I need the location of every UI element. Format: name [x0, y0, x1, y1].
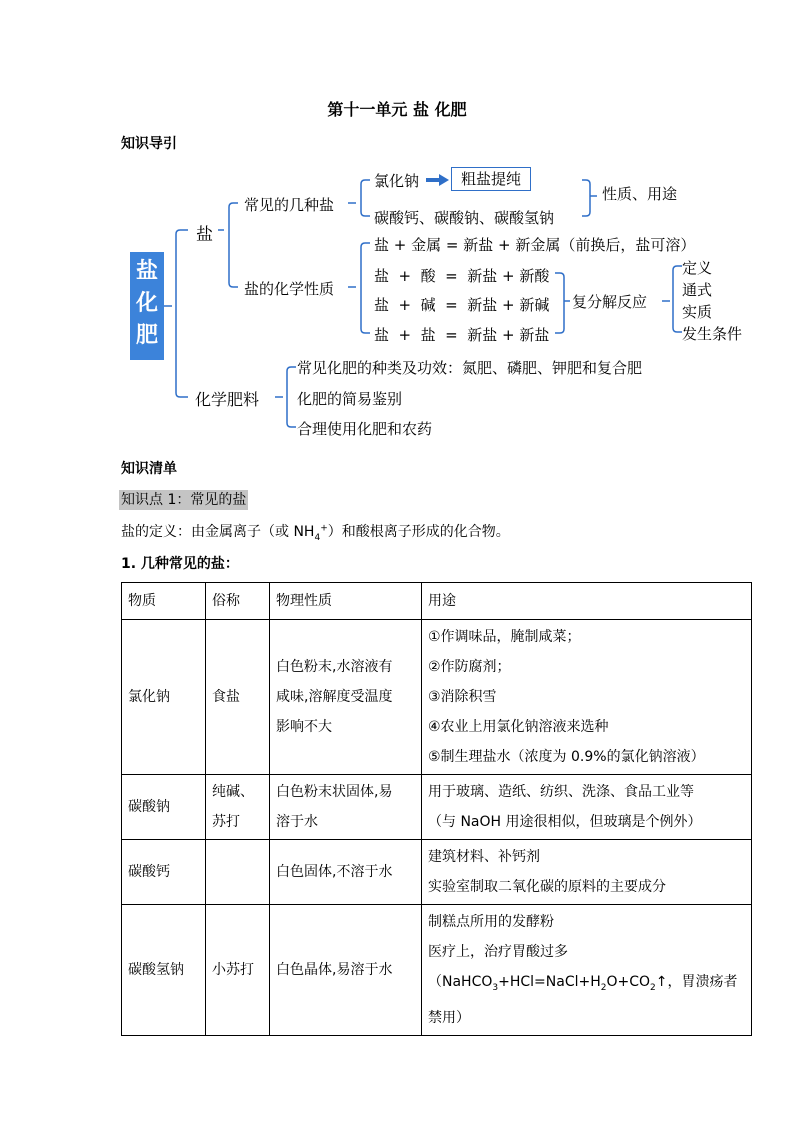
node-properties-uses: 性质、用途: [602, 185, 678, 203]
header-physical-props: 物理性质: [270, 583, 422, 620]
fert-item-identify: 化肥的简易鉴别: [297, 390, 403, 408]
table-row: [122, 840, 752, 905]
common-salts-table: [121, 582, 752, 1036]
node-reaction-salt: 盐 + 盐 = 新盐 + 新盐: [374, 326, 550, 344]
node-reaction-acid: 盐 + 酸 = 新盐 + 新酸: [374, 267, 550, 285]
node-nacl: 氯化钠: [374, 172, 420, 190]
page-title: 第十一单元 盐 化肥: [327, 100, 467, 119]
sub-heading-common-salts: 1. 几种常见的盐：: [121, 556, 239, 572]
cell-uses: 用于玻璃、造纸、纺织、洗涤、食品工业等 （与 NaOH 用途很相似，但玻璃是个例外）: [422, 775, 752, 840]
node-fertilizer: 化学肥料: [195, 390, 260, 409]
cell-uses: ①作调味品，腌制咸菜； ②作防腐剂； ③消除积雪 ④农业上用氯化钠溶液来选种 ⑤制生理盐水（浓度为 0.9%的氯化钠溶液）: [422, 620, 752, 775]
header-common-name: 俗称: [206, 583, 270, 620]
cell-physical-props: 白色粉末状固体,易 溶于水: [270, 775, 422, 840]
knowledge-point-1: 知识点 1：常见的盐: [121, 492, 247, 508]
header-uses: 用途: [422, 583, 752, 620]
cell-common-name: 小苏打: [206, 905, 270, 1036]
node-crude-salt: 粗盐提纯: [451, 167, 531, 191]
dd-item-general-formula: 通式: [682, 281, 713, 299]
header-substance: 物质: [122, 583, 206, 620]
cell-common-name: [206, 840, 270, 905]
node-double-decomposition: 复分解反应: [572, 293, 648, 311]
root-node-salt-fertilizer: 盐 化 肥: [130, 252, 164, 360]
fert-item-types: 常见化肥的种类及功效：氮肥、磷肥、钾肥和复合肥: [297, 359, 643, 377]
node-salt: 盐: [196, 225, 213, 245]
cell-substance: 碳酸钠: [122, 775, 206, 840]
dd-item-definition: 定义: [682, 259, 713, 277]
node-carbonates: 碳酸钙、碳酸钠、碳酸氢钠: [374, 209, 555, 227]
cell-physical-props: 白色粉末,水溶液有 咸味,溶解度受温度 影响不大: [270, 620, 422, 775]
cell-substance: 碳酸氢钠: [122, 905, 206, 1036]
guide-heading: 知识导引: [121, 136, 177, 152]
cell-physical-props: 白色固体,不溶于水: [270, 840, 422, 905]
table-header-row: [122, 583, 752, 620]
dd-item-conditions: 发生条件: [682, 325, 743, 343]
cell-substance: 氯化钠: [122, 620, 206, 775]
cell-common-name: 纯碱、 苏打: [206, 775, 270, 840]
node-chem-props: 盐的化学性质: [244, 280, 335, 298]
table-row: [122, 775, 752, 840]
node-common-salts: 常见的几种盐: [244, 196, 335, 214]
node-reaction-base: 盐 + 碱 = 新盐 + 新碱: [374, 296, 550, 314]
salt-definition: 盐的定义：由金属离子（或 $NH_4^+$）和酸根离子形成的化合物。: [121, 523, 510, 543]
table-row: [122, 620, 752, 775]
cell-substance: 碳酸钙: [122, 840, 206, 905]
cell-uses: 建筑材料、补钙剂 实验室制取二氧化碳的原料的主要成分: [422, 840, 752, 905]
fert-item-use: 合理使用化肥和农药: [297, 420, 433, 438]
reaction-equation: （$NaHCO_3+HCl=NaCl+H_2O+CO_2↑$，胃溃疡者: [428, 974, 738, 993]
table-row: [122, 905, 752, 1036]
node-reaction-metal: 盐 + 金属 = 新盐 + 新金属（前换后，盐可溶）: [374, 236, 696, 254]
list-heading: 知识清单: [121, 461, 177, 477]
cell-uses: 制糕点所用的发酵粉 医疗上，治疗胃酸过多 （$NaHCO_3+HCl=NaCl+H_2O+CO_2↑$，胃溃疡者 禁用）: [422, 905, 752, 1036]
cell-physical-props: 白色晶体,易溶于水: [270, 905, 422, 1036]
cell-common-name: 食盐: [206, 620, 270, 775]
dd-item-essence: 实质: [682, 303, 713, 321]
